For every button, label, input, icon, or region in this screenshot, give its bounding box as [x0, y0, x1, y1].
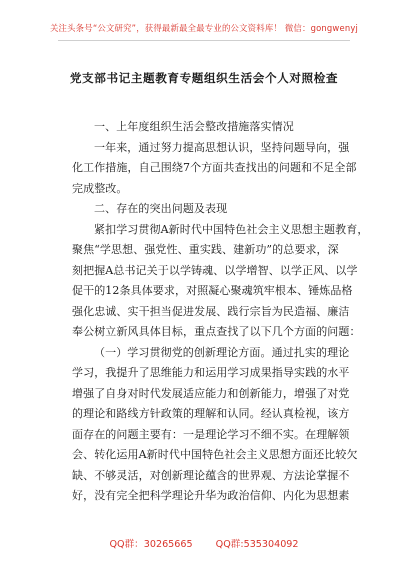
- paragraph-line: 增强了自身对时代发展适应能力和创新能力，增强了对党: [72, 386, 350, 400]
- footer: [0, 536, 408, 552]
- paragraph-line: 强化忠诚、实干担当促进发展、践行宗旨为民造福、廉洁: [72, 304, 350, 318]
- paragraph-line: 化工作措施，自己围绕7个方面共查找出的问题和不足全部: [72, 161, 357, 174]
- document-body: [72, 117, 369, 507]
- paragraph-line: 会、转化运用A新时代中国特色社会主义思想方面还比较欠: [72, 448, 358, 461]
- top-banner: 关注头条号“公文研究”，获得最新最全最专业的公文资料库！ 微信：gongwenyj: [49, 23, 359, 33]
- paragraph-line: 紧扣学习贯彻A新时代中国特色社会主义思想主题教育，: [94, 222, 369, 236]
- paragraph-line: 面存在的问题主要有：一是理论学习不细不实。在理解领: [72, 427, 350, 441]
- paragraph-line: 的理论和路线方针政策的理解和认同。经认真检视，该方: [72, 407, 350, 420]
- paragraph-line: 一年来，通过努力提高思想认识，坚持问题导向，强: [94, 140, 350, 154]
- paragraph-line: 聚焦“学思想、强党性、重实践、建新功”的总要求，深: [72, 243, 339, 256]
- section-heading-2: 二、存在的突出问题及表现: [94, 202, 228, 215]
- paragraph-line: 刻把握A总书记关于以学铸魂、以学增智、以学正风、以学: [72, 263, 358, 277]
- subsection-line: （一）学习贯彻党的创新理论方面。通过扎实的理论: [94, 345, 350, 359]
- paragraph-line: 促干的12条具体要求，对照凝心聚魂筑牢根本、锤炼品格: [72, 284, 353, 297]
- paragraph-line: 缺、不够灵活，对创新理论蕴含的世界观、方法论掌握不: [72, 468, 350, 482]
- paragraph-line: 奉公树立新风具体目标，重点查找了以下几个方面的问题：: [72, 325, 361, 338]
- footer-qq-group-2: QQ群:535304092: [215, 539, 299, 550]
- paragraph-line: 好，没有完全把科学理论升华为政治信仰、内化为思想素: [72, 489, 350, 502]
- header-divider: [58, 40, 350, 41]
- section-heading-1: 一、上年度组织生活会整改措施落实情况: [94, 120, 294, 133]
- paragraph-line: 学习，我提升了思维能力和运用学习成果指导实践的水平: [72, 366, 350, 379]
- paragraph-line: 完成整改。: [72, 181, 128, 195]
- document-title: 党支部书记主题教育专题组织生活会个人对照检查: [69, 71, 339, 85]
- footer-qq-group-1: QQ群：30265665: [109, 539, 193, 550]
